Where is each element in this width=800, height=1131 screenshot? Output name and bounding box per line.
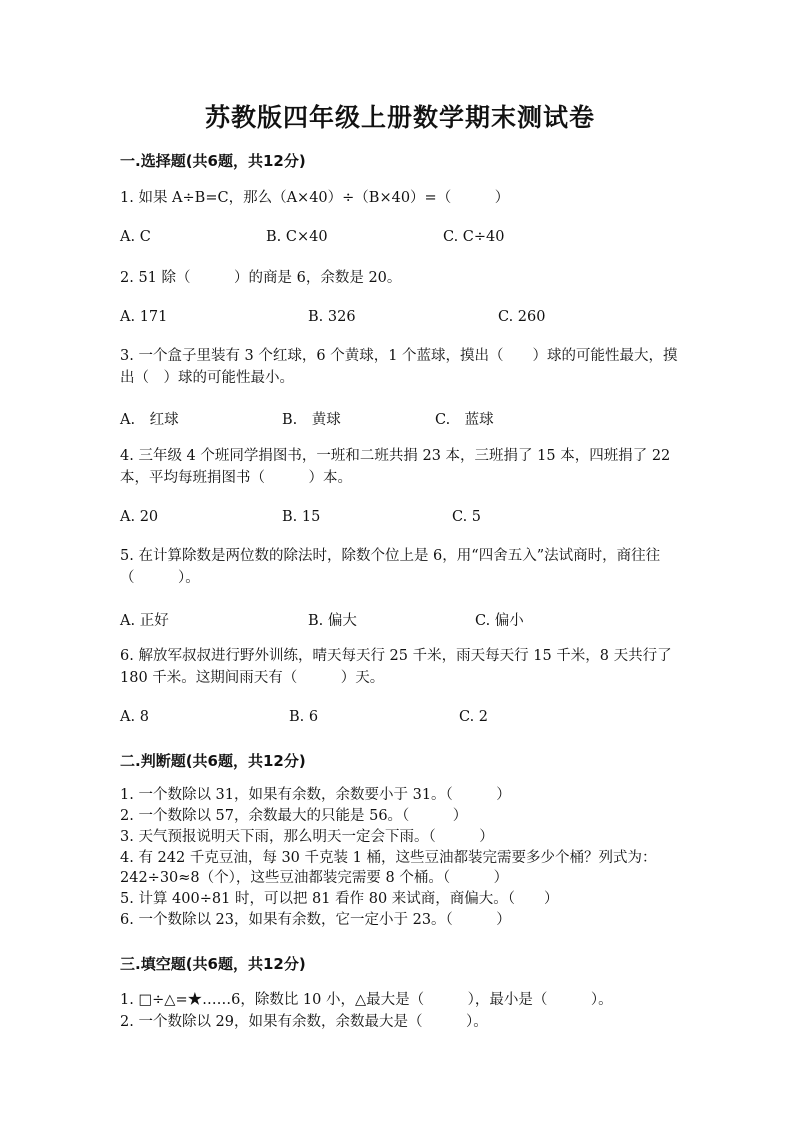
- section-heading-judge: 二.判断题(共6题，共12分): [120, 752, 306, 770]
- choice-question-4: 4. 三年级 4 个班同学捐图书，一班和二班共捐 23 本，三班捐了 15 本，四班捐了 22 本，平均每班捐图书（ ）本。: [120, 448, 671, 486]
- choice-4-option-b: B. 15: [282, 509, 321, 525]
- choice-6-option-b: B. 6: [289, 709, 319, 725]
- choice-4-option-c: C. 5: [452, 509, 482, 525]
- choice-3-option-b: B. 黄球: [282, 412, 341, 428]
- judge-question-1: 1. 一个数除以 31，如果有余数，余数要小于 31。（ ）: [120, 787, 511, 803]
- choice-2-option-b: B. 326: [308, 309, 356, 325]
- fill-question-2: 2. 一个数除以 29，如果有余数，余数最大是（ ）。: [120, 1014, 488, 1030]
- section-heading-fill: 三.填空题(共6题，共12分): [120, 955, 306, 973]
- choice-1-option-a: A. C: [120, 229, 151, 245]
- choice-1-option-b: B. C×40: [266, 229, 328, 245]
- choice-question-3: 3. 一个盒子里装有 3 个红球，6 个黄球，1 个蓝球，摸出（ ）球的可能性最大，摸出（ ）球的可能性最小。: [120, 348, 678, 386]
- choice-3-option-c: C. 蓝球: [435, 412, 494, 428]
- section-heading-choice: 一.选择题(共6题，共12分): [120, 152, 306, 170]
- choice-2-option-c: C. 260: [498, 309, 546, 325]
- choice-1-option-c: C. C÷40: [443, 229, 505, 245]
- choice-5-option-a: A. 正好: [120, 613, 169, 629]
- choice-6-option-a: A. 8: [120, 709, 149, 725]
- choice-question-1: 1. 如果 A÷B=C，那么（A×40）÷（B×40）=（ ）: [120, 190, 510, 206]
- choice-question-5: 5. 在计算除数是两位数的除法时，除数个位上是 6，用“四舍五入”法试商时，商往往（ ）。: [120, 548, 661, 586]
- judge-question-4: 4. 有 242 千克豆油，每 30 千克装 1 桶，这些豆油都装完需要多少个桶？列式为：242÷30≈8（个），这些豆油都装完需要 8 个桶。（ ）: [120, 850, 657, 886]
- choice-3-option-a: A. 红球: [120, 412, 179, 428]
- choice-4-option-a: A. 20: [120, 509, 159, 525]
- judge-question-6: 6. 一个数除以 23，如果有余数，它一定小于 23。（ ）: [120, 912, 511, 928]
- choice-question-6: 6. 解放军叔叔进行野外训练，晴天每天行 25 千米，雨天每天行 15 千米，8 天共行了 180 千米。这期间雨天有（ ）天。: [120, 648, 672, 686]
- choice-question-2: 2. 51 除（ ）的商是 6，余数是 20。: [120, 270, 402, 286]
- choice-2-option-a: A. 171: [120, 309, 168, 325]
- judge-question-5: 5. 计算 400÷81 时，可以把 81 看作 80 来试商，商偏大。（ ）: [120, 891, 559, 907]
- fill-question-1: 1. □÷△=★……6，除数比 10 小，△最大是（ ），最小是（ ）。: [120, 992, 613, 1008]
- page-title: 苏教版四年级上册数学期末测试卷: [204, 103, 595, 132]
- choice-5-option-b: B. 偏大: [308, 613, 357, 629]
- choice-5-option-c: C. 偏小: [475, 613, 524, 629]
- judge-question-2: 2. 一个数除以 57，余数最大的只能是 56。（ ）: [120, 808, 468, 824]
- choice-6-option-c: C. 2: [459, 709, 489, 725]
- judge-question-3: 3. 天气预报说明天下雨，那么明天一定会下雨。（ ）: [120, 829, 494, 845]
